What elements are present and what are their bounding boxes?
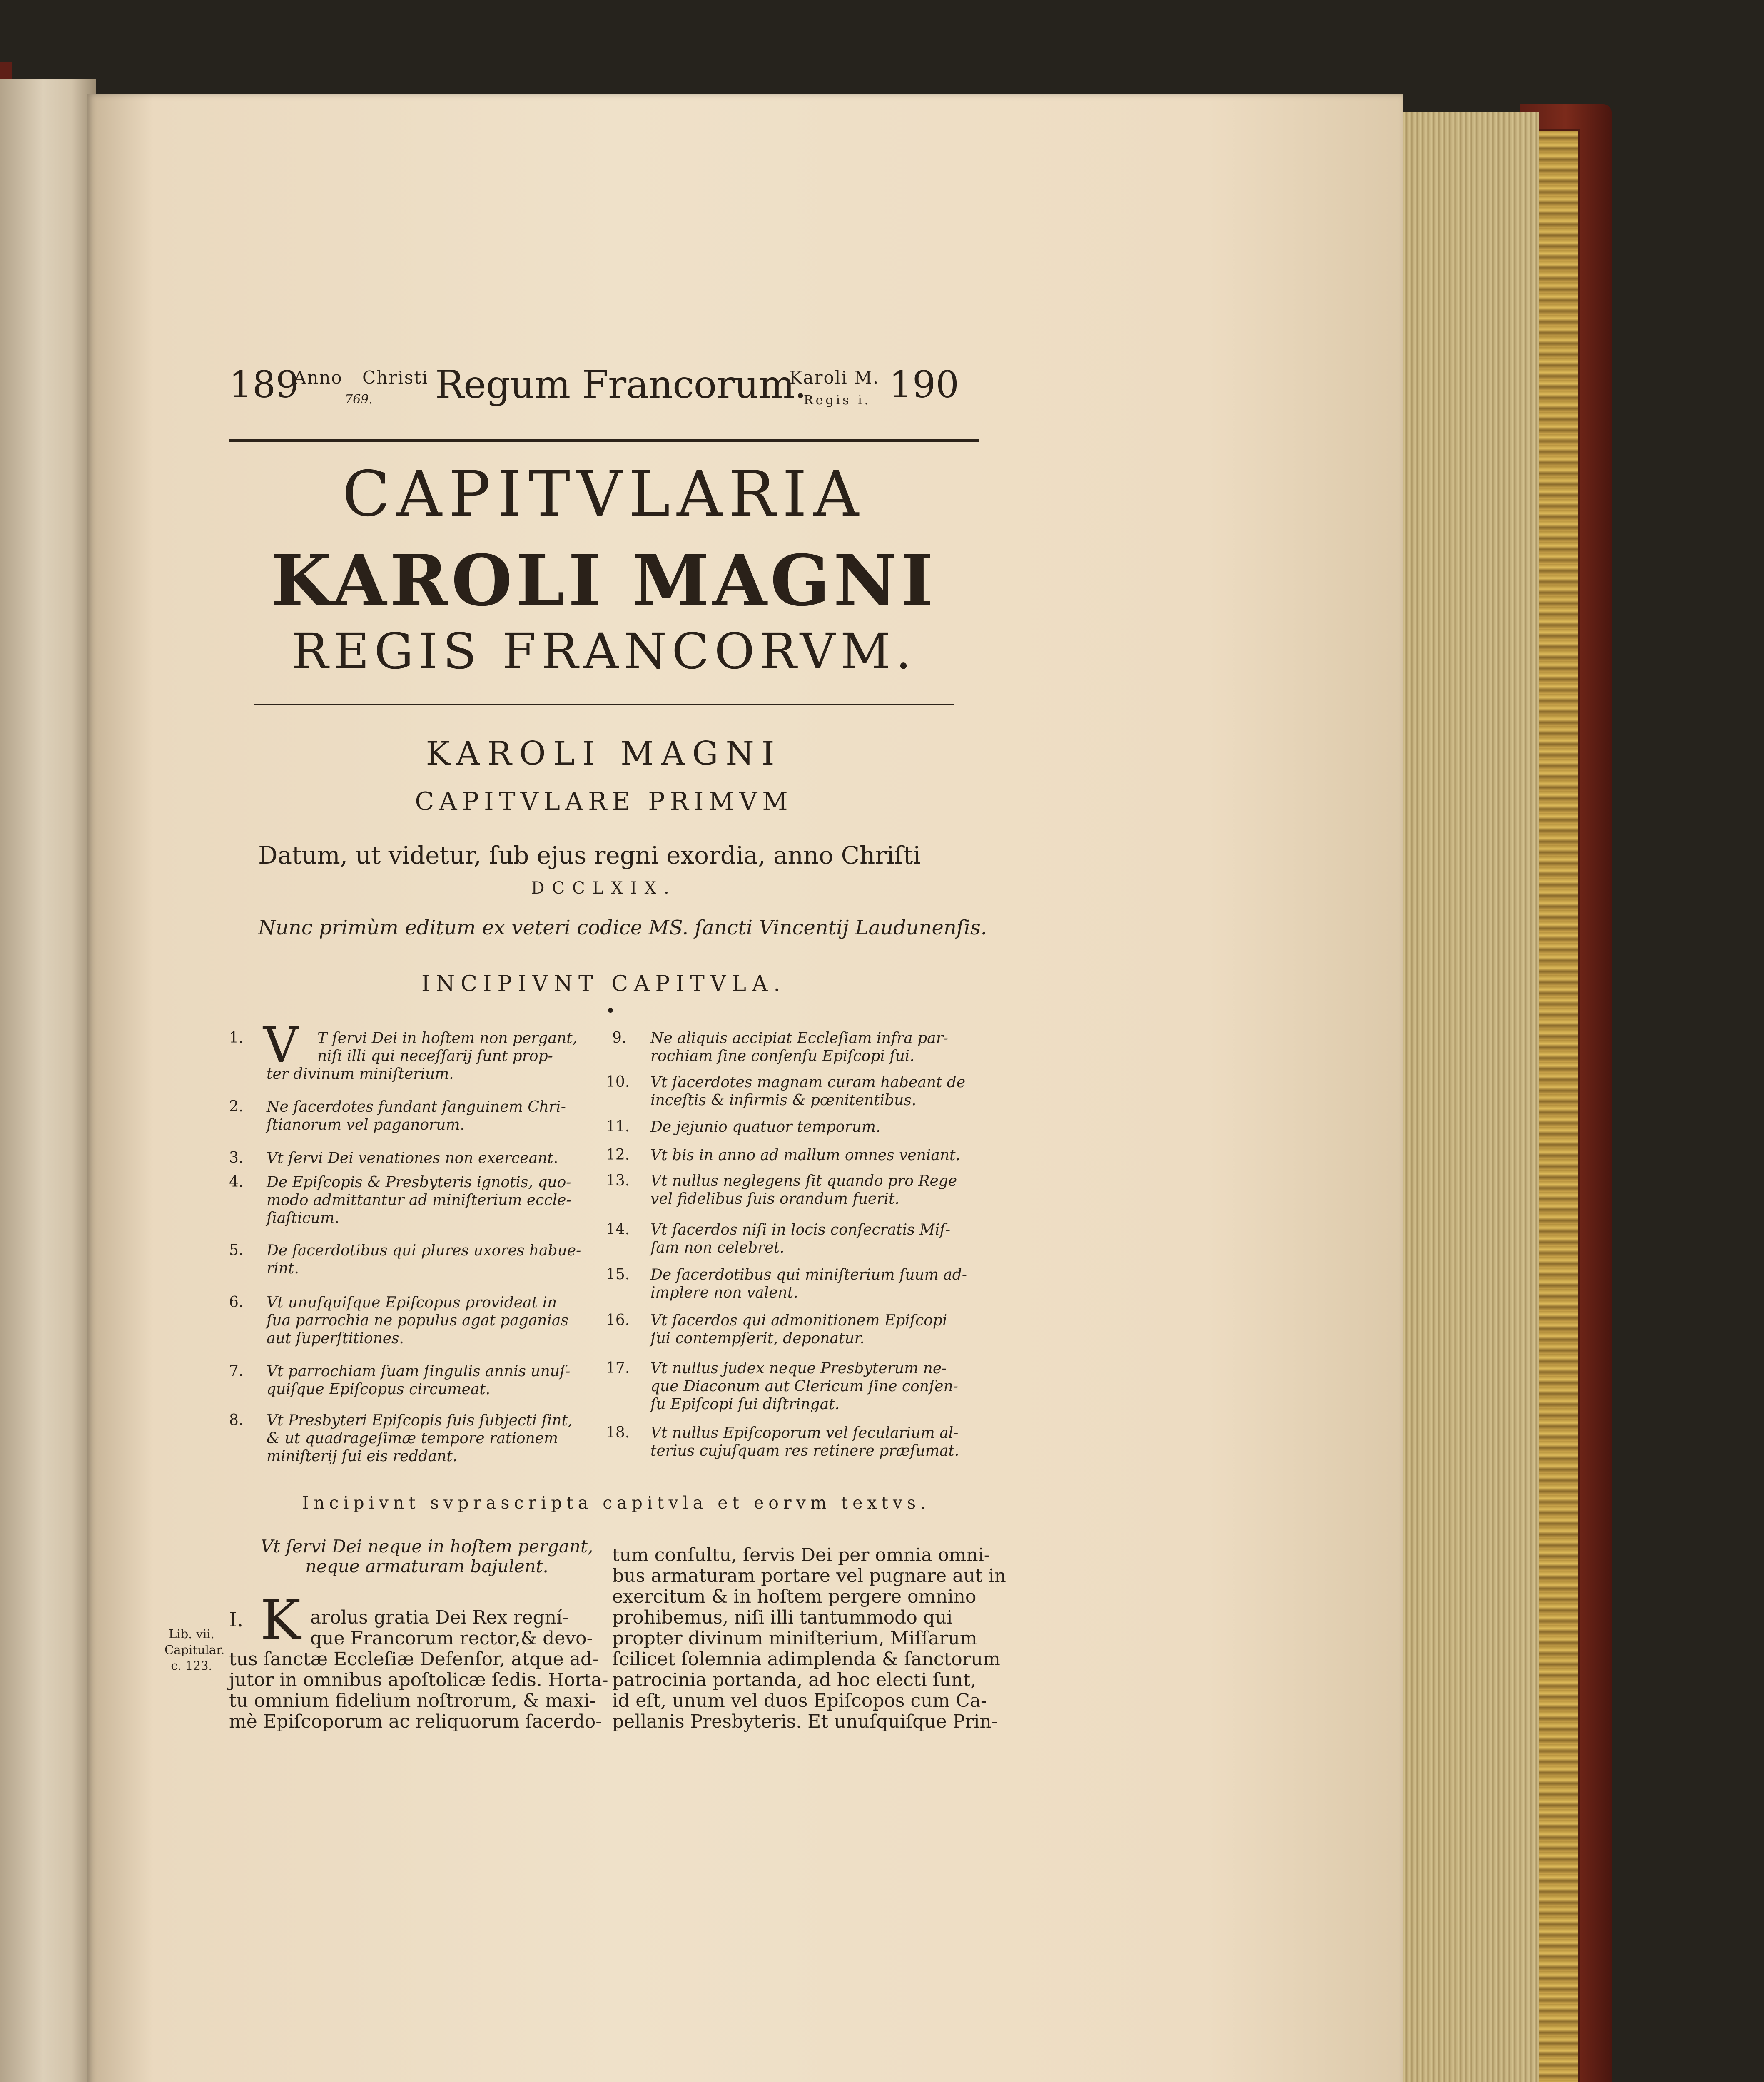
- chapter-number: 7.: [229, 1362, 244, 1380]
- left-page-edge: [0, 79, 96, 2082]
- subtitle-line-2: CAPITVLARE PRIMVM: [415, 787, 793, 816]
- page-number-right: 190: [889, 363, 959, 406]
- chapter-number: 11.: [606, 1118, 630, 1135]
- chapter-number: 4.: [229, 1173, 244, 1190]
- gold-tooled-border: [1535, 129, 1580, 2082]
- chapter-line: & ut quadrageſimæ tempore rationem: [267, 1430, 558, 1447]
- body-line: prohibemus, niſi illi tantummodo qui: [612, 1607, 953, 1628]
- chapter-number: 5.: [229, 1242, 244, 1259]
- header-karoli: Karoli M.: [789, 367, 880, 388]
- chapter-line: modo admittantur ad miniſterium eccle-: [267, 1192, 571, 1209]
- running-header: [229, 358, 979, 412]
- section-heading: Incipivnt svprascripta capitvla et eorvm textvs.: [302, 1493, 931, 1513]
- body-line: id eſt, unum vel duos Epiſcopos cum Ca-: [612, 1690, 987, 1711]
- body-line: patrocinia portanda, ad hoc electi ſunt,: [612, 1669, 977, 1691]
- chapter-number: 12.: [606, 1146, 630, 1163]
- chapter-line: quiſque Epiſcopus circumeat.: [267, 1381, 491, 1398]
- chapter-1-heading-line: neque armaturam bajulent.: [305, 1556, 548, 1576]
- ornament-dot: [608, 1008, 613, 1013]
- chapter-line: Vt nullus Epiſcoporum vel ſecularium al-: [650, 1425, 959, 1442]
- chapter-line: ſua parrochia ne populus agat paganias: [267, 1312, 568, 1329]
- chapter-line: De ſacerdotibus qui miniſterium ſuum ad-: [650, 1266, 967, 1283]
- chapter-line: Ne ſacerdotes fundant ſanguinem Chri-: [267, 1098, 566, 1116]
- chapter-line: ſam non celebret.: [650, 1239, 785, 1256]
- chapter-number: 14.: [606, 1221, 630, 1238]
- chapter-line: De ſacerdotibus qui plures uxores habue-: [267, 1242, 581, 1259]
- source-note: Nunc primùm editum ex veteri codice MS. ſancti Vincentij Laudunenſis.: [258, 916, 987, 939]
- chapter-number: 15.: [606, 1266, 630, 1283]
- chapter-line: De jejunio quatuor temporum.: [650, 1118, 881, 1136]
- chapter-line: ſtianorum vel paganorum.: [267, 1116, 465, 1133]
- chapter-number: 6.: [229, 1294, 244, 1311]
- chapter-line: rint.: [267, 1260, 299, 1277]
- chapter-line: ſiaſticum.: [267, 1210, 339, 1227]
- header-year: 769.: [345, 392, 373, 407]
- body-line: bus armaturam portare vel pugnare aut in: [612, 1565, 1006, 1586]
- chapter-line: Vt ſacerdotes magnam curam habeant de: [650, 1074, 966, 1091]
- chapter-line: Vt ſervi Dei venationes non exerceant.: [267, 1150, 558, 1167]
- chapter-line: implere non valent.: [650, 1284, 798, 1301]
- body-line: mè Epiſcoporum ac reliquorum ſacerdo-: [229, 1711, 602, 1732]
- chapter-line: Vt ſacerdos niſi in locis conſecratis Miſ-: [650, 1221, 951, 1238]
- title-line-2: KAROLI MAGNI: [271, 539, 937, 622]
- chapter-number: 13.: [606, 1172, 630, 1189]
- chapter-line: Vt ſacerdos qui admonitionem Epiſcopi: [650, 1312, 947, 1329]
- subtitle-line-1: KAROLI MAGNI: [426, 735, 782, 772]
- chapter-1-heading: [246, 1537, 608, 1576]
- chapter-line: terius cujuſquam res retinere præſumat.: [650, 1442, 959, 1459]
- chapter-line: Vt nullus judex neque Presbyterum ne-: [650, 1360, 947, 1377]
- chapter-number: 3.: [229, 1149, 244, 1166]
- chapter-line: niſi illi qui neceſſarij ſunt prop-: [317, 1048, 553, 1065]
- chapter-line: Vt nullus neglegens ſit quando pro Rege: [650, 1173, 957, 1190]
- title-line-3: REGIS FRANCORVM.: [291, 623, 917, 680]
- body-line: tum conſultu, ſervis Dei per omnia omni-: [612, 1544, 990, 1566]
- chapter-number: 1.: [229, 1029, 244, 1046]
- chapter-line: ſui contempſerit, deponatur.: [650, 1330, 865, 1347]
- body-line: exercitum & in hoſtem pergere omnino: [612, 1586, 977, 1607]
- drop-cap-k: K: [260, 1588, 301, 1651]
- chapter-number: 17.: [606, 1360, 630, 1377]
- header-christi: Christi: [362, 367, 429, 388]
- header-regis: Regis i.: [804, 393, 871, 408]
- margin-note-line: c. 123.: [171, 1659, 212, 1673]
- chapter-list-heading: INCIPIVNT CAPITVLA.: [421, 971, 786, 996]
- chapter-line: Vt parrochiam ſuam ſingulis annis unuſ-: [267, 1363, 571, 1380]
- body-line: ſcilicet ſolemnia adimplenda & ſanctorum: [612, 1649, 1000, 1670]
- body-line: arolus gratia Dei Rex regní-: [310, 1607, 568, 1628]
- chapter-line: T ſervi Dei in hoſtem non pergant,: [317, 1030, 578, 1047]
- header-anno: Anno: [294, 367, 343, 388]
- body-line: pellanis Presbyteris. Et unuſquiſque Prin-: [612, 1711, 998, 1732]
- body-line: tus ſanctæ Eccleſiæ Defenſor, atque ad-: [229, 1649, 598, 1670]
- running-title: Regum Francorum.: [435, 362, 806, 407]
- chapter-line: Ne aliquis accipiat Eccleſiam infra par-: [650, 1030, 948, 1047]
- chapter-number: 2.: [229, 1098, 244, 1115]
- chapter-number: 10.: [606, 1073, 630, 1091]
- body-line: jutor in omnibus apoſtolicæ ſedis. Horta-: [229, 1669, 608, 1691]
- chapter-line: ter divinum miniſterium.: [267, 1066, 454, 1083]
- chapter-number: 9.: [612, 1029, 627, 1046]
- margin-note-line: Capitular.: [164, 1643, 225, 1657]
- date-line: Datum, ut videtur, ſub ejus regni exordia, anno Chriſti: [258, 841, 921, 869]
- chapter-line: Vt unuſquiſque Epiſcopus provideat in: [267, 1294, 557, 1311]
- chapter-line: vel fidelibus ſuis orandum fuerit.: [650, 1190, 899, 1208]
- chapter-line: rochiam ſine conſenſu Epiſcopi ſui.: [650, 1048, 914, 1065]
- page-number-left: 189: [229, 363, 299, 406]
- chapter-line: miniſterij ſui eis reddant.: [267, 1448, 458, 1465]
- chapter-number: 18.: [606, 1424, 630, 1441]
- body-line: propter divinum miniſterium, Miſſarum: [612, 1628, 977, 1649]
- body-line: tu omnium fidelium noſtrorum, & maxi-: [229, 1690, 596, 1711]
- chapter-line: aut ſuperſtitiones.: [267, 1330, 404, 1347]
- chapter-1-number: I.: [229, 1608, 244, 1631]
- chapter-line: Vt Presbyteri Epiſcopis ſuis ſubjecti ſint,: [267, 1412, 573, 1429]
- title-rule: [254, 704, 954, 705]
- margin-note-line: Lib. vii.: [169, 1627, 214, 1641]
- chapter-1-heading-line: Vt ſervi Dei neque in hoſtem pergant,: [260, 1536, 593, 1557]
- header-rule: [229, 439, 979, 442]
- chapter-line: De Epiſcopis & Presbyteris ignotis, quo-: [267, 1174, 571, 1191]
- chapter-line: Vt bis in anno ad mallum omnes veniant.: [650, 1147, 960, 1164]
- page-fore-edge: [1397, 112, 1539, 2082]
- drop-cap-v: V: [263, 1016, 299, 1073]
- chapter-number: 16.: [606, 1312, 630, 1329]
- chapter-number: 8.: [229, 1412, 244, 1429]
- margin-note: [164, 1626, 225, 1674]
- chapter-line: inceſtis & infirmis & pœnitentibus.: [650, 1092, 917, 1109]
- date-roman: DCCLXIX.: [531, 879, 677, 898]
- chapter-line: que Diaconum aut Clericum ſine conſen-: [650, 1378, 958, 1395]
- chapter-line: ſu Epiſcopi ſui diſtringat.: [650, 1396, 840, 1413]
- body-line: que Francorum rector,& devo-: [310, 1628, 593, 1649]
- title-line-1: CAPITVLARIA: [342, 458, 866, 530]
